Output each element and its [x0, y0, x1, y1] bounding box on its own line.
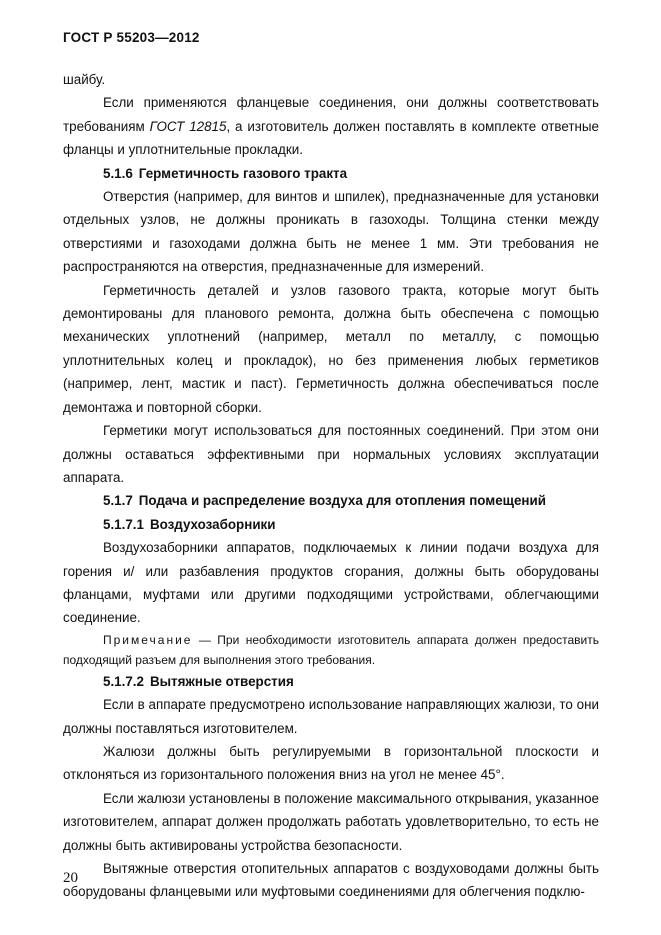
- section-heading-5-1-7: [63, 489, 599, 512]
- paragraph-continuation: шайбу.: [63, 72, 106, 87]
- paragraph-holes: Отверстия (например, для винтов и шпилек), предназначенные для установки отдельных узлов, не должны проникать в газоходы. Толщина стенки между отверстиями и газоходами должна быть не менее 1 мм. Эти требования не распространяются на отверстия, предназначенные для измерений.: [63, 189, 599, 275]
- paragraph-louvres-adjustable: Жалюзи должны быть регулируемыми в горизонтальной плоскости и отклоняться из горизонтального положения вниз на угол не менее 45°.: [63, 743, 599, 783]
- paragraph-tightness: Герметичность деталей и узлов газового тракта, которые могут быть демонтированы для планового ремонта, должна быть обеспечена с помощью механических уплотнений (например, металл по металлу, с помощью уплотнительных колец и прокладок), но без применения любых герметиков (например, лент, мастик и паст). Герметичность должна обеспечиваться после демонтажа и повторной сборки.: [63, 282, 599, 415]
- section-number: 5.1.7.2: [103, 673, 144, 689]
- paragraph-flanges-text-a: Если применяются фланцевые соединения, они должны соответствовать требованиям: [63, 95, 599, 134]
- paragraph-exhaust-openings: Вытяжные отверстия отопительных аппаратов с воздуховодами должны быть оборудованы фланцевыми или муфтовыми соединениями для облегчения подклю-: [63, 861, 599, 900]
- standard-reference-link: ГОСТ 12815: [149, 118, 227, 134]
- paragraph-air-intakes: Воздухозаборники аппаратов, подключаемых к линии подачи воздуха для горения и/ или разбавления продуктов сгорания, должны быть оборудованы фланцами, муфтами или другими подходящими устройствами, облегчающими соединение.: [63, 540, 599, 626]
- paragraph-louvres: Если в аппарате предусмотрено использование направляющих жалюзи, то они должны поставляться изготовителем.: [63, 697, 599, 736]
- note: [63, 630, 599, 670]
- section-number: 5.1.6: [103, 165, 133, 181]
- note-text: — При необходимости изготовитель аппарата должен предоставить подходящий разъем для выполнения этого требования.: [63, 632, 599, 667]
- section-title: Воздухозаборники: [149, 516, 276, 532]
- section-number: 5.1.7.1: [103, 516, 144, 532]
- section-title: Подача и распределение воздуха для отопления помещений: [138, 493, 546, 509]
- paragraph-louvres-max-open: Если жалюзи установлены в положение максимального открывания, указанное изготовителем, аппарат должен продолжать работать удовлетворительно, то есть не должны быть активированы устройства безопасности.: [63, 790, 599, 853]
- paragraph-flanges: [63, 91, 599, 161]
- section-heading-5-1-7-1: [63, 513, 599, 536]
- document-header: ГОСТ Р 55203—2012: [63, 30, 200, 45]
- section-title: Герметичность газового тракта: [138, 165, 348, 181]
- paragraph-sealants: Герметики могут использоваться для постоянных соединений. При этом они должны оставаться эффективными при нормальных условиях эксплуатации аппарата.: [63, 423, 599, 485]
- section-title: Вытяжные отверстия: [149, 673, 294, 689]
- section-number: 5.1.7: [103, 493, 133, 509]
- section-heading-5-1-7-2: [63, 670, 599, 693]
- section-heading-5-1-6: [63, 162, 599, 185]
- page-body: [63, 68, 599, 904]
- paragraph-flanges-text-b: , а изготовитель должен поставлять в комплекте ответные фланцы и уплотнительные прокладки.: [63, 118, 599, 158]
- note-label: Примечание: [103, 632, 193, 647]
- page-number: 20: [63, 870, 78, 886]
